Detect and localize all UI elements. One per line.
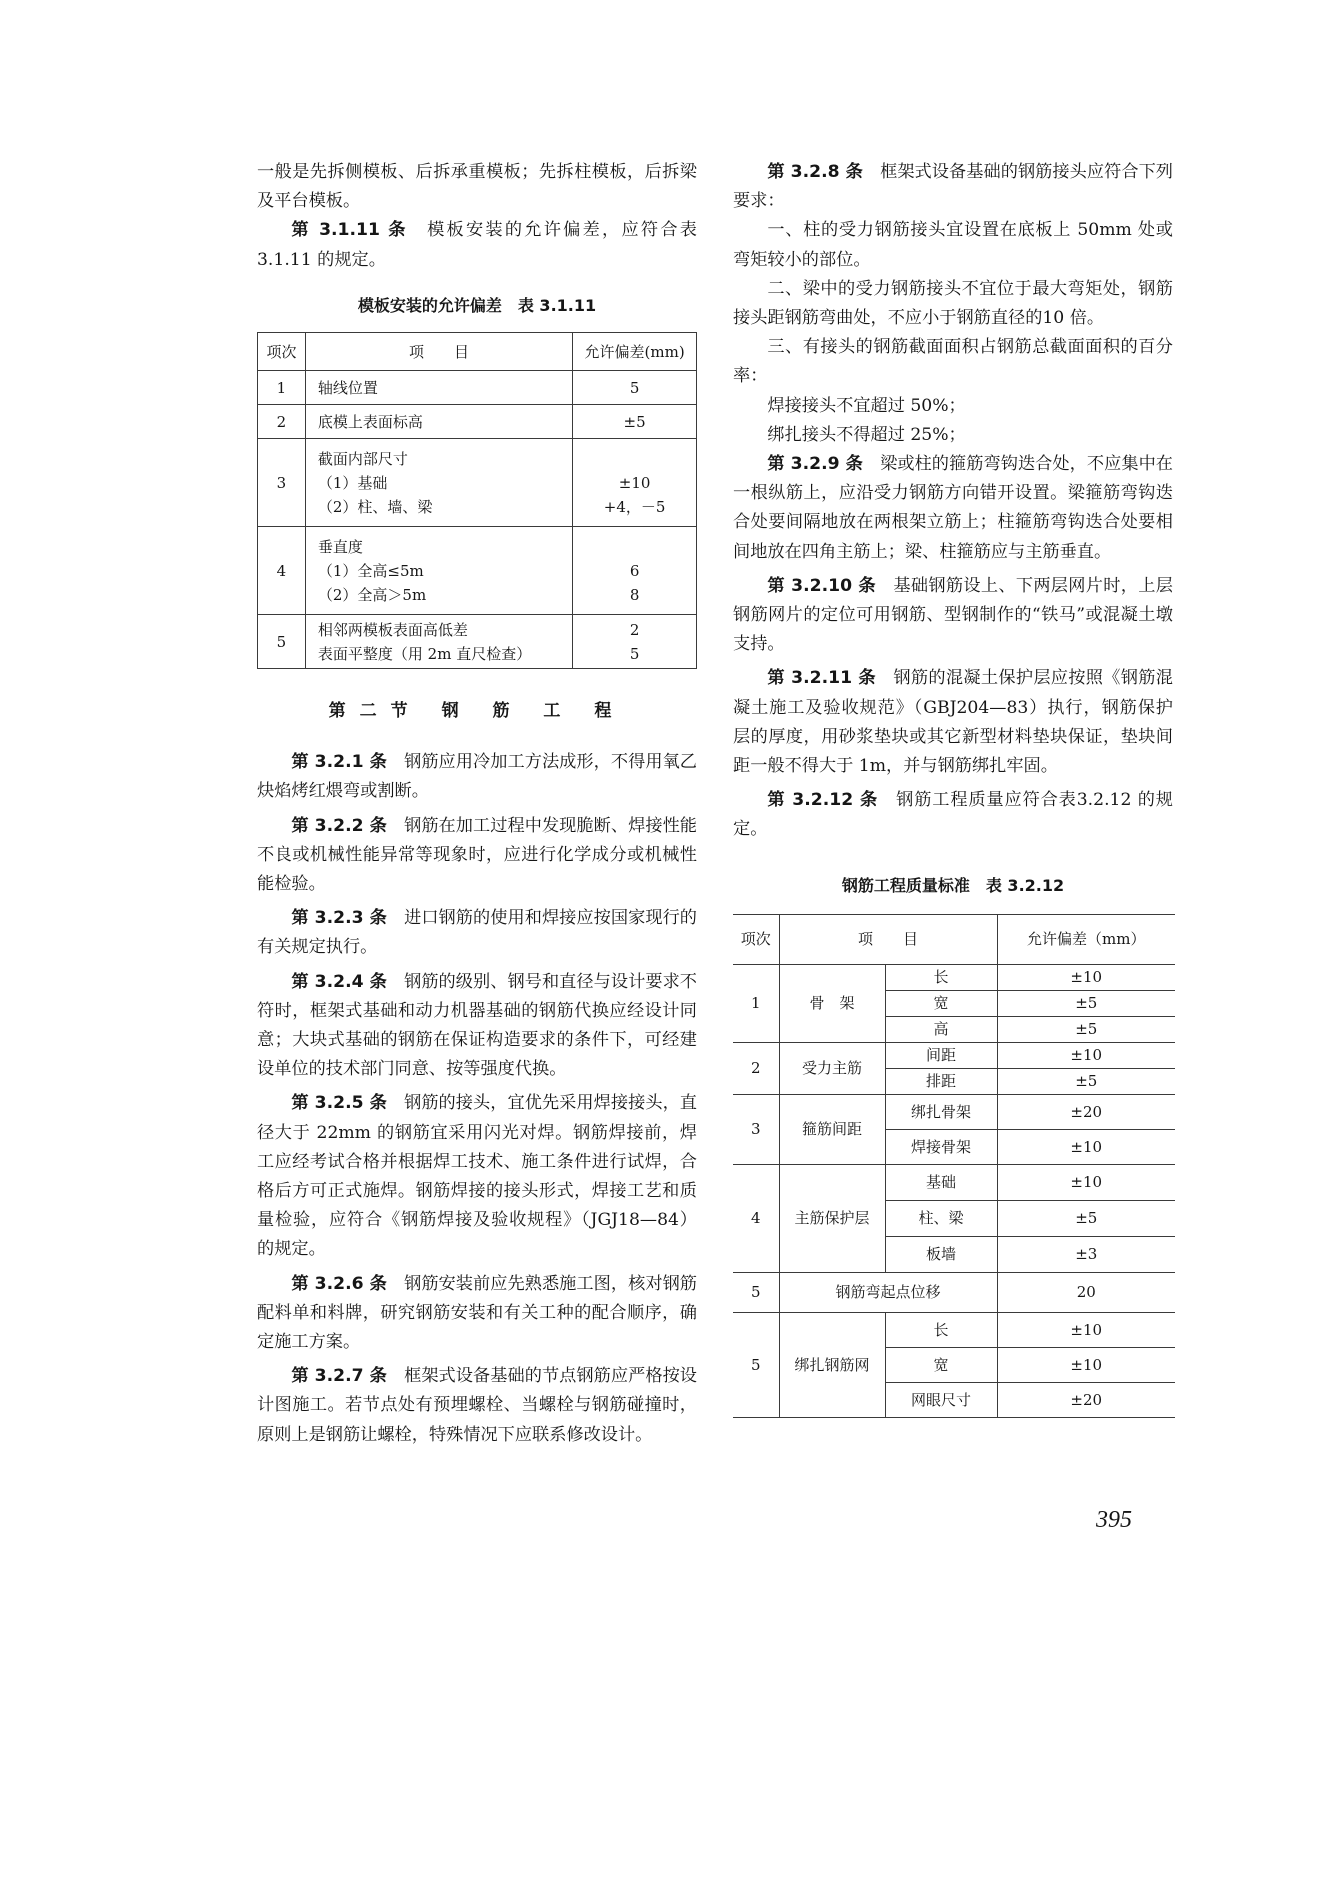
group-name: 绑扎钢筋网 bbox=[779, 1312, 885, 1417]
header-cell: 项 目 bbox=[305, 333, 572, 371]
value-cell: ±5 bbox=[997, 1068, 1175, 1094]
row-number: 5 bbox=[258, 615, 306, 669]
clause-3-2-5 bbox=[257, 1089, 697, 1264]
table-header-row bbox=[733, 914, 1175, 964]
value-line: ±10 bbox=[618, 473, 651, 492]
left-column bbox=[257, 158, 697, 1450]
value-cell bbox=[573, 371, 697, 405]
item-line: 底模上表面标高 bbox=[317, 412, 423, 431]
section-title: 第二节 钢 筋 工 程 bbox=[328, 701, 626, 722]
value-cell: ±10 bbox=[997, 1347, 1175, 1382]
value-cell: ±20 bbox=[997, 1382, 1175, 1417]
clause-text: 基础钢筋设上、下两层网片时，上层钢筋网片的定位可用钢筋、型钢制作的“铁马”或混凝土墩支持。 bbox=[733, 575, 1173, 655]
clause-text: 钢筋的级别、钢号和直径与设计要求不符时，框架式基础和动力机器基础的钢筋代换应经设计同意；大块式基础的钢筋在保证构造要求的条件下，可经建设单位的技术部门同意、按等强度代换。 bbox=[257, 971, 697, 1080]
item-line: （1）全高≤5m bbox=[317, 561, 424, 580]
item-line: 相邻两模板表面高低差 bbox=[317, 620, 468, 639]
right-column bbox=[733, 158, 1173, 1418]
group-name: 箍筋间距 bbox=[779, 1094, 885, 1164]
clause-text: 钢筋在加工过程中发现脆断、焊接性能不良或机械性能异常等现象时，应进行化学成分或机械性能检验。 bbox=[257, 815, 697, 895]
item-line: 轴线位置 bbox=[317, 378, 378, 397]
clause-3-2-11 bbox=[733, 664, 1173, 781]
table-row bbox=[258, 527, 697, 615]
clause-3-2-10 bbox=[733, 572, 1173, 660]
item-line: 表面平整度（用 2m 直尺检查） bbox=[317, 644, 532, 663]
value-cell: ±5 bbox=[997, 1200, 1175, 1236]
clause-text: 进口钢筋的使用和焊接应按国家现行的有关规定执行。 bbox=[257, 908, 697, 958]
item-line: （2）柱、墙、梁 bbox=[317, 497, 433, 516]
clause-number: 第 3.2.7 条 bbox=[291, 1366, 387, 1387]
table-row bbox=[733, 964, 1175, 990]
clause-3-1-11 bbox=[257, 216, 697, 274]
table-row bbox=[258, 405, 697, 439]
row-number: 2 bbox=[258, 405, 306, 439]
clause-text: 模板安装的允许偏差，应符合表 3.1.11 的规定。 bbox=[257, 220, 697, 270]
clause-number: 第 3.2.9 条 bbox=[767, 454, 863, 475]
clause-number: 第 3.2.8 条 bbox=[767, 162, 863, 182]
clause-number: 第 3.2.3 条 bbox=[291, 908, 387, 929]
table-row bbox=[733, 1042, 1175, 1068]
item-line: 垂直度 bbox=[317, 537, 363, 556]
row-number: 2 bbox=[733, 1042, 779, 1094]
value-cell bbox=[573, 405, 697, 439]
sub-item: 宽 bbox=[885, 1347, 997, 1382]
item-cell bbox=[305, 615, 572, 669]
sub-item: 长 bbox=[885, 964, 997, 990]
clause-text: 钢筋安装前应先熟悉施工图，核对钢筋配料单和料牌，研究钢筋安装和有关工种的配合顺序，确定施工方案。 bbox=[257, 1273, 697, 1353]
sub-item: 高 bbox=[885, 1016, 997, 1042]
item-cell bbox=[305, 439, 572, 527]
clause-3-2-4 bbox=[257, 968, 697, 1085]
table-row bbox=[258, 371, 697, 405]
row-number: 1 bbox=[258, 371, 306, 405]
clause-3-2-9 bbox=[733, 450, 1173, 567]
clause-number: 第 3.2.1 条 bbox=[291, 752, 387, 773]
sub-item: 柱、梁 bbox=[885, 1200, 997, 1236]
clause-3-2-6 bbox=[257, 1270, 697, 1358]
sub-item: 基础 bbox=[885, 1164, 997, 1200]
sub-item: 排距 bbox=[885, 1068, 997, 1094]
table-caption: 钢筋工程质量标准 表 3.2.12 bbox=[841, 875, 1065, 895]
value-cell: ±10 bbox=[997, 964, 1175, 990]
row-number: 4 bbox=[258, 527, 306, 615]
row-number: 4 bbox=[733, 1164, 779, 1272]
item-cell bbox=[305, 371, 572, 405]
clause-text: 框架式设备基础的钢筋接头应符合下列要求： bbox=[733, 162, 1173, 212]
clause-text: 钢筋应用冷加工方法成形，不得用氧乙炔焰烤红煨弯或割断。 bbox=[257, 752, 697, 802]
table-caption: 模板安装的允许偏差 表 3.1.11 bbox=[357, 295, 597, 315]
row-number: 3 bbox=[258, 439, 306, 527]
group-name: 主筋保护层 bbox=[779, 1164, 885, 1272]
page-number: 395 bbox=[1096, 1507, 1132, 1533]
value-line: 2 bbox=[629, 620, 640, 639]
clause-text: 钢筋的混凝土保护层应按照《钢筋混凝土施工及验收规范》（GBJ204—83）执行，钢筋保护层的厚度，用砂浆垫块或其它新型材料垫块保证，垫块间距一般不得大于 1m，并与钢筋绑扎牢固。 bbox=[733, 668, 1173, 777]
clause-number: 第 3.2.10 条 bbox=[767, 575, 876, 596]
value-cell bbox=[573, 527, 697, 615]
value-cell: ±3 bbox=[997, 1236, 1175, 1272]
sub-item: 宽 bbox=[885, 990, 997, 1016]
clause-text: 框架式设备基础的节点钢筋应严格按设计图施工。若节点处有预埋螺栓、当螺栓与钢筋碰撞时，原则上是钢筋让螺栓，特殊情况下应联系修改设计。 bbox=[257, 1366, 697, 1445]
value-cell: ±5 bbox=[997, 990, 1175, 1016]
clause-3-2-2 bbox=[257, 812, 697, 900]
value-cell bbox=[573, 439, 697, 527]
sub-item: 间距 bbox=[885, 1042, 997, 1068]
sub-item: 焊接骨架 bbox=[885, 1129, 997, 1164]
row-number: 5 bbox=[733, 1312, 779, 1417]
value-cell: ±10 bbox=[997, 1164, 1175, 1200]
clause-3-2-3 bbox=[257, 904, 697, 962]
clause-number: 第 3.2.4 条 bbox=[291, 971, 387, 992]
value-cell: ±5 bbox=[997, 1016, 1175, 1042]
clause-3-2-12 bbox=[733, 786, 1173, 844]
clause-text: 钢筋工程质量应符合表3.2.12 的规定。 bbox=[733, 790, 1173, 840]
value-cell: ±20 bbox=[997, 1094, 1175, 1129]
value-cell: ±10 bbox=[997, 1312, 1175, 1347]
value-cell: ±10 bbox=[997, 1129, 1175, 1164]
row-number: 3 bbox=[733, 1094, 779, 1164]
clause-number: 第 3.2.6 条 bbox=[291, 1273, 387, 1294]
list-item: 二、梁中的受力钢筋接头不宜位于最大弯矩处，钢筋接头距钢筋弯曲处，不应小于钢筋直径的10 倍。 bbox=[733, 278, 1173, 329]
header-cell: 允许偏差(mm) bbox=[573, 333, 697, 371]
clause-3-2-7 bbox=[257, 1362, 697, 1450]
clause-text: 梁或柱的箍筋弯钩迭合处，不应集中在一根纵筋上，应沿受力钢筋方向错开设置。梁箍筋弯钩迭合处要间隔地放在两根架立筋上；柱箍筋弯钩迭合处要相间地放在四角主筋上；梁、柱箍筋应与主筋垂直。 bbox=[733, 454, 1173, 562]
sub-item: 板墙 bbox=[885, 1236, 997, 1272]
table-row bbox=[733, 1094, 1175, 1129]
value-line: 5 bbox=[629, 644, 640, 663]
value-line: +4，－5 bbox=[603, 497, 666, 516]
clause-number: 第 3.2.12 条 bbox=[767, 790, 879, 811]
sub-item: 网眼尺寸 bbox=[885, 1382, 997, 1417]
clause-number: 第 3.1.11 条 bbox=[291, 220, 408, 241]
table-row bbox=[258, 615, 697, 669]
clause-number: 第 3.2.2 条 bbox=[291, 815, 387, 836]
row-number: 5 bbox=[733, 1272, 779, 1312]
clause-3-2-8 bbox=[733, 158, 1173, 216]
clause-number: 第 3.2.5 条 bbox=[291, 1093, 387, 1114]
clause-number: 第 3.2.11 条 bbox=[767, 668, 876, 689]
item-line: （2）全高＞5m bbox=[317, 585, 427, 604]
formwork-tolerance-table bbox=[257, 332, 697, 669]
list-item: 焊接接头不宜超过 50%； bbox=[767, 395, 966, 416]
header-cell: 项次 bbox=[733, 914, 779, 964]
clause-text: 钢筋的接头，宜优先采用焊接接头，直径大于 22mm 的钢筋宜采用闪光对焊。钢筋焊接前，焊工应经考试合格并根据焊工技术、施工条件进行试焊，合格后方可正式施焊。钢筋焊接的接头形式，焊接工艺和质量检验，应符合《钢筋焊接及验收规程》（JGJ18—84）的规定。 bbox=[257, 1093, 697, 1260]
group-name: 钢筋弯起点位移 bbox=[779, 1272, 997, 1312]
table-row bbox=[733, 1164, 1175, 1200]
table-row bbox=[733, 1272, 1175, 1312]
list-item: 三、有接头的钢筋截面面积占钢筋总截面面积的百分率： bbox=[733, 337, 1173, 387]
header-cell: 项 目 bbox=[779, 914, 997, 964]
header-cell: 允许偏差（mm） bbox=[997, 914, 1175, 964]
row-number: 1 bbox=[733, 964, 779, 1042]
paragraph-continuation: 一般是先拆侧模板、后拆承重模板；先拆柱模板，后拆梁及平台模板。 bbox=[257, 162, 697, 212]
value-line: ±5 bbox=[623, 412, 646, 431]
value-line: 8 bbox=[629, 585, 640, 604]
header-cell: 项次 bbox=[258, 333, 306, 371]
item-cell bbox=[305, 527, 572, 615]
value-cell: 20 bbox=[997, 1272, 1175, 1312]
list-item: 一、柱的受力钢筋接头宜设置在底板上 50mm 处或弯矩较小的部位。 bbox=[733, 220, 1173, 270]
rebar-quality-table bbox=[733, 914, 1175, 1418]
value-line: 5 bbox=[629, 378, 640, 397]
table-row bbox=[733, 1312, 1175, 1347]
group-name: 骨 架 bbox=[779, 964, 885, 1042]
value-cell bbox=[573, 615, 697, 669]
clause-3-2-1 bbox=[257, 748, 697, 806]
table-row bbox=[258, 439, 697, 527]
list-item: 绑扎接头不得超过 25%； bbox=[767, 424, 966, 445]
value-line: 6 bbox=[629, 561, 640, 580]
sub-item: 长 bbox=[885, 1312, 997, 1347]
table-header-row bbox=[258, 333, 697, 371]
item-cell bbox=[305, 405, 572, 439]
group-name: 受力主筋 bbox=[779, 1042, 885, 1094]
item-line: 截面内部尺寸 bbox=[317, 449, 408, 468]
value-cell: ±10 bbox=[997, 1042, 1175, 1068]
item-line: （1）基础 bbox=[317, 473, 388, 492]
sub-item: 绑扎骨架 bbox=[885, 1094, 997, 1129]
